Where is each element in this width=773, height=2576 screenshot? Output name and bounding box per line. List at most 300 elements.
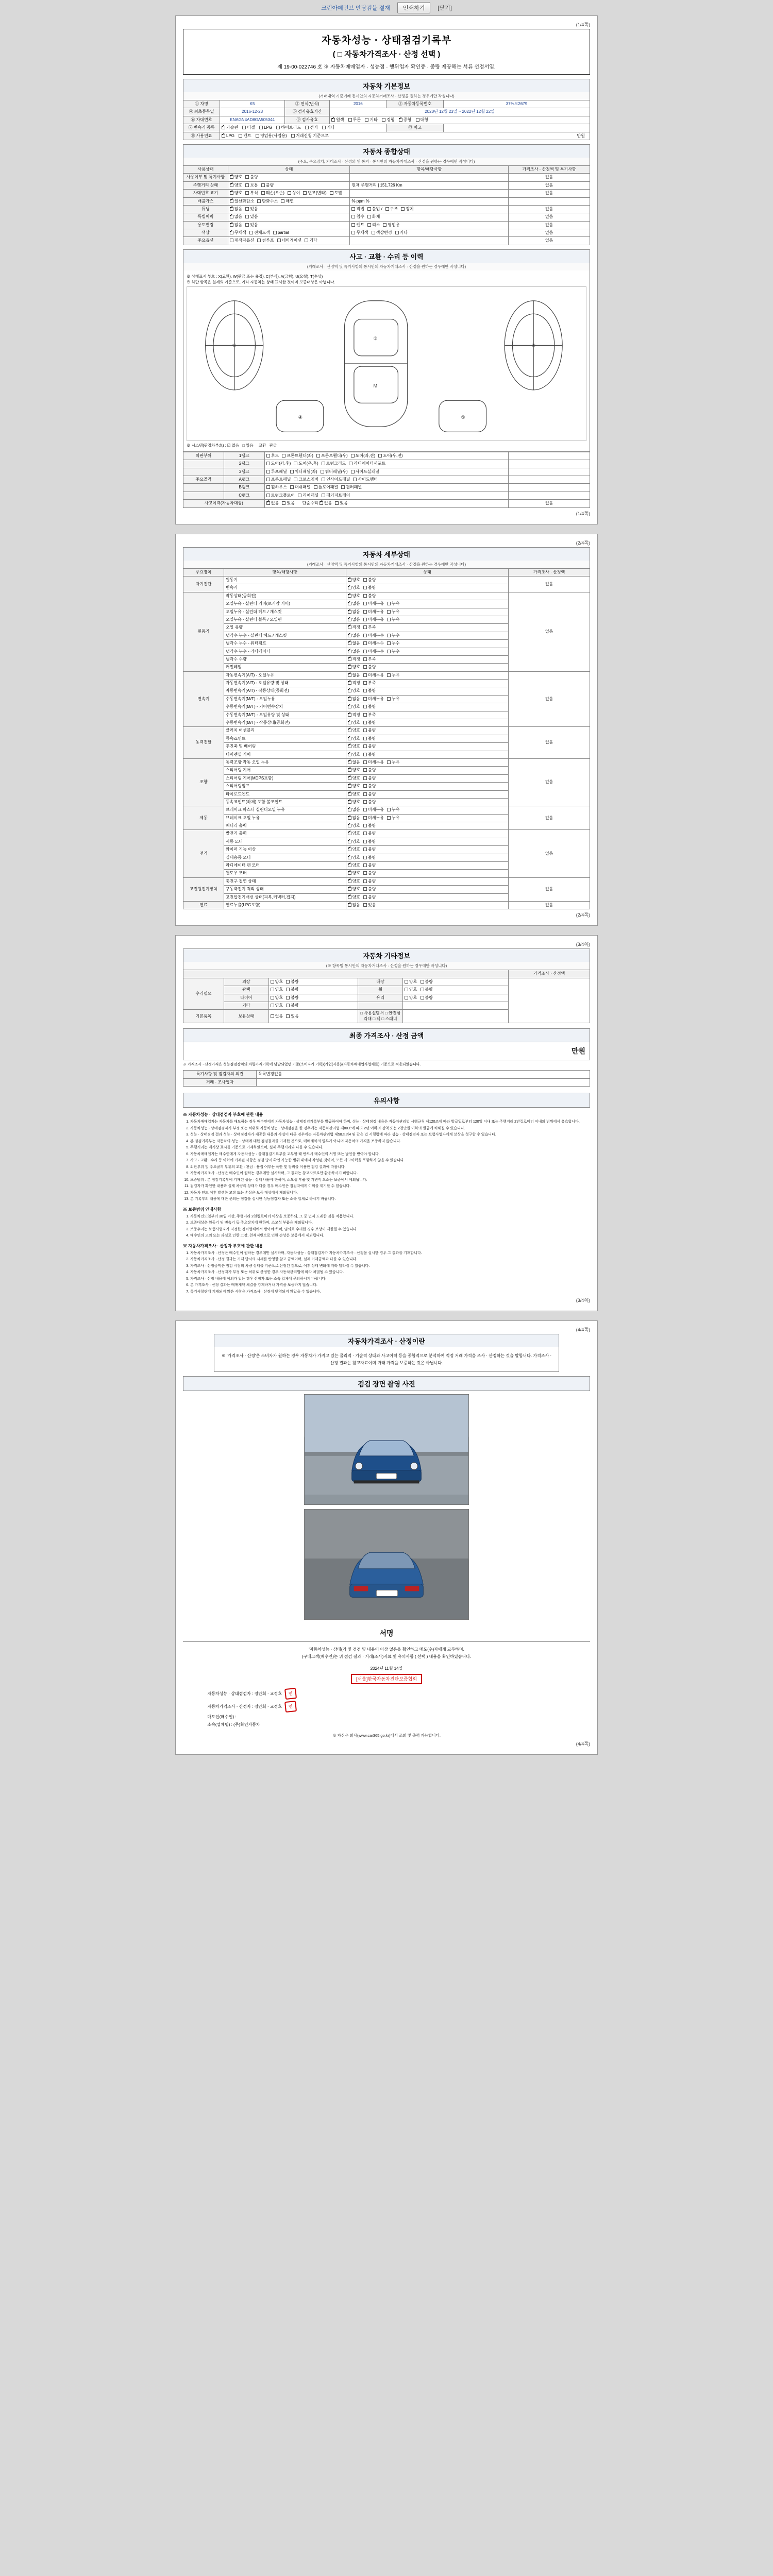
checkbox[interactable] — [348, 641, 351, 645]
checkbox[interactable] — [363, 681, 367, 685]
checkbox[interactable] — [348, 665, 351, 669]
section-title-final: 최종 가격조사 · 산정 금액 — [183, 1028, 590, 1042]
checkbox[interactable] — [245, 175, 249, 179]
top-toolbar — [0, 0, 773, 15]
page-mark-4-bottom: (4/4쪽) — [576, 1741, 590, 1747]
checkbox[interactable] — [271, 980, 274, 984]
checkbox[interactable] — [405, 996, 408, 999]
checkbox[interactable] — [294, 462, 297, 465]
checkbox[interactable] — [363, 792, 367, 796]
notice-title: 유의사항 — [183, 1093, 590, 1108]
checkbox[interactable] — [348, 697, 351, 701]
checkbox-size-small[interactable] — [382, 118, 385, 122]
checkbox[interactable] — [363, 879, 367, 883]
checkbox[interactable] — [387, 618, 391, 621]
detail-item: 스티어링 기어(MDPS포함) — [224, 774, 346, 782]
notice-list — [190, 1251, 590, 1295]
checkbox[interactable] — [387, 650, 391, 653]
checkbox[interactable] — [294, 478, 297, 481]
checkbox[interactable] — [271, 988, 274, 991]
accident-legend — [187, 443, 586, 448]
checkbox[interactable] — [348, 721, 351, 724]
checkbox[interactable] — [305, 239, 308, 242]
table-row — [183, 190, 590, 197]
detail-item: 고전압전기배선 상태(피복,커넥터,접지) — [224, 893, 346, 901]
vin-value: KNAGN4AD8GA505344 — [220, 116, 285, 124]
checkbox[interactable] — [351, 454, 355, 457]
checkbox[interactable] — [348, 903, 351, 907]
checkbox[interactable] — [348, 824, 351, 827]
checkbox[interactable] — [230, 207, 233, 211]
checkbox[interactable] — [348, 681, 351, 685]
checkbox[interactable] — [320, 501, 323, 505]
detail-item: 오일누유 - 실린더 블록 / 오일팬 — [224, 616, 346, 623]
checkbox[interactable] — [348, 848, 351, 851]
checkbox[interactable] — [351, 231, 355, 234]
checkbox[interactable] — [363, 848, 367, 851]
table-row — [183, 460, 590, 468]
accident-rank: 2랭크 — [224, 460, 264, 468]
checkbox-trans-hybrid[interactable] — [276, 126, 280, 129]
checkbox[interactable] — [348, 625, 351, 629]
checkbox[interactable] — [348, 594, 351, 598]
checkbox[interactable] — [363, 610, 367, 614]
checkbox[interactable] — [348, 737, 351, 740]
checkbox[interactable] — [385, 207, 389, 211]
checkbox[interactable] — [348, 800, 351, 804]
detail-state: ✔ 양호 불량 — [346, 767, 509, 774]
checkbox[interactable] — [266, 454, 270, 457]
detail-group: 변속기 — [183, 671, 224, 727]
checkbox[interactable] — [363, 665, 367, 669]
checkbox[interactable] — [367, 207, 371, 211]
table-row — [183, 484, 590, 492]
etc-state-b: 양호 불량 — [403, 994, 509, 1002]
checkbox[interactable] — [348, 879, 351, 883]
checkbox-trans-electric[interactable] — [305, 126, 309, 129]
checkbox[interactable] — [363, 744, 367, 748]
table-row — [183, 877, 590, 885]
page-mark-4: (4/4쪽) — [576, 1327, 590, 1333]
checkbox[interactable] — [348, 808, 351, 811]
checkbox-color-single[interactable] — [331, 118, 335, 122]
notice-item: 2. 보증대상은 원동기 및 변속기 등 주요장치에 한하며, 소모성 부품은 제외됩니다. — [190, 1221, 590, 1226]
checkbox[interactable] — [363, 832, 367, 835]
checkbox[interactable] — [257, 199, 261, 203]
detail-state: ✔ 양호 불량 — [346, 822, 509, 830]
checkbox-trans-diesel[interactable] — [242, 126, 246, 129]
accident-group: 주요골격 — [183, 476, 224, 484]
plate-value: 37%모2679 — [443, 100, 590, 108]
checkbox[interactable] — [348, 657, 351, 661]
transmission-options: ✔ 가솔린 디젤 LPG 하이브리드 전기 기타 — [220, 124, 386, 132]
checkbox[interactable] — [363, 895, 367, 899]
overall-state-table — [183, 165, 590, 245]
car-name-label: ① 차명 — [183, 100, 220, 108]
detail-state: ✔ 양호 불량 — [346, 735, 509, 742]
checkbox-size-mid[interactable] — [399, 118, 402, 122]
checkbox[interactable] — [230, 223, 233, 227]
checkbox[interactable] — [363, 697, 367, 701]
checkbox[interactable] — [372, 231, 375, 234]
overall-row-state: ✔ 양호 보통 불량 — [228, 181, 350, 189]
etc-head-price: 가격조사 · 산정액 — [509, 970, 590, 978]
checkbox[interactable] — [348, 673, 351, 677]
checkbox-trans-etc[interactable] — [322, 126, 326, 129]
page-2 — [175, 534, 598, 926]
checkbox[interactable] — [363, 728, 367, 732]
notice-item: 13. 본 기록부의 내용에 대한 문의는 점검을 실시한 성능점검자 또는 소속 업체로 하시기 바랍니다. — [190, 1197, 590, 1202]
checkbox[interactable] — [387, 808, 391, 811]
checkbox[interactable] — [421, 980, 424, 984]
table-row — [183, 576, 590, 584]
checkbox[interactable] — [363, 713, 367, 717]
checkbox[interactable] — [363, 816, 367, 820]
checkbox[interactable] — [363, 784, 367, 788]
etc-state-b — [403, 1010, 509, 1023]
notice-item: 1. 자동차인도일부터 30일 이상, 주행거리 2천킬로미터 이상을 보증하되, 그 중 먼저 도래한 것을 적용합니다. — [190, 1214, 590, 1220]
detail-item: 원동기 — [224, 576, 346, 584]
checkbox[interactable] — [363, 705, 367, 708]
checkbox[interactable] — [363, 594, 367, 598]
detail-item: 스티어링펌프 — [224, 783, 346, 790]
checkbox[interactable] — [401, 207, 405, 211]
detail-price: 없음 — [509, 902, 590, 909]
checkbox[interactable] — [363, 824, 367, 827]
checkbox[interactable] — [363, 863, 367, 867]
checkbox-use-lpg[interactable] — [222, 134, 225, 138]
checkbox[interactable] — [245, 215, 249, 218]
detail-item: 클러치 어셈블리 — [224, 727, 346, 735]
checkbox[interactable] — [421, 996, 424, 999]
detail-item: 등속죠인트(하체) 포함 볼조인트 — [224, 798, 346, 806]
checkbox[interactable] — [348, 618, 351, 621]
checkbox[interactable] — [363, 808, 367, 811]
checkbox-color-two[interactable] — [348, 118, 352, 122]
detail-item: 충전구 절연 상태 — [224, 877, 346, 885]
checkbox[interactable] — [245, 191, 249, 195]
table-row — [183, 468, 590, 476]
checkbox-trans-lpg[interactable] — [259, 126, 263, 129]
table-row — [183, 758, 590, 766]
accident-price — [509, 476, 590, 484]
checkbox[interactable] — [363, 753, 367, 756]
checkbox[interactable] — [348, 792, 351, 796]
checkbox[interactable] — [363, 871, 367, 875]
checkbox[interactable] — [363, 800, 367, 804]
checkbox[interactable] — [348, 768, 351, 772]
checkbox[interactable] — [421, 988, 424, 991]
checkbox[interactable] — [363, 840, 367, 843]
checkbox[interactable] — [282, 501, 285, 505]
checkbox[interactable] — [387, 641, 391, 645]
checkbox-use-business[interactable] — [256, 134, 259, 138]
checkbox[interactable] — [348, 895, 351, 899]
checkbox[interactable] — [286, 1004, 290, 1007]
checkbox-use-taxi[interactable] — [291, 134, 295, 138]
price-explain-body: ※ '가격조사 · 산정'은 소비자가 원하는 경우 자동차가 가지고 있는 물리적 · 기술적 상태와 사고이력 등을 종합적으로 분석하여 적정 거래 가격을 조사 · 산정하는 것을 말합니다. 가격조사 · 산정 결과는 참고자료이며 거래 가격을 보증하는 것은 아닙니다. — [214, 1347, 559, 1372]
checkbox[interactable] — [335, 501, 339, 505]
notice-item: 3. 성능 · 상태점검 결과 성능 · 상태점검자가 제공한 내용과 사실이 다른 경우에는 자동차관리법 제58조의4 및 같은 법 시행령에 따라 성능 · 상태점검자 또는 보험사업자에게 보상을 청구할 수 있습니다. — [190, 1132, 590, 1138]
page-title: 자동차성능 · 상태점검기록부 — [321, 35, 452, 46]
etc-state-a: 없음 있음 — [268, 1010, 358, 1023]
checkbox[interactable] — [348, 863, 351, 867]
checkbox[interactable] — [266, 462, 270, 465]
overall-row-name: 사용여부 및 특기사항 — [183, 174, 228, 181]
checkbox[interactable] — [351, 215, 355, 218]
checkbox[interactable] — [387, 602, 391, 605]
checkbox[interactable] — [348, 753, 351, 756]
checkbox[interactable] — [395, 231, 399, 234]
checkbox[interactable] — [321, 470, 324, 473]
overall-row-name: 튜닝 — [183, 205, 228, 213]
detail-item: 작동상태(공회전) — [224, 592, 346, 600]
checkbox[interactable] — [363, 776, 367, 780]
section-title-basic: 자동차 기본정보 — [183, 79, 590, 92]
checkbox[interactable] — [348, 840, 351, 843]
checkbox[interactable] — [363, 760, 367, 764]
header-link[interactable]: 크린아페먼브 안당검블 결재 — [321, 5, 390, 11]
checkbox[interactable] — [230, 215, 233, 218]
accident-items: 프론트패널 크로스멤버 인사이드패널 사이드멤버 — [264, 476, 508, 484]
checkbox[interactable] — [271, 1004, 274, 1007]
checkbox[interactable] — [348, 784, 351, 788]
checkbox[interactable] — [348, 887, 351, 891]
checkbox[interactable] — [230, 183, 233, 187]
checkbox[interactable] — [245, 183, 249, 187]
detail-item: 스티어링 기어 — [224, 767, 346, 774]
checkbox[interactable] — [348, 760, 351, 764]
checkbox[interactable] — [387, 697, 391, 701]
detail-state: ✔ 없음 미세누수 누수 — [346, 632, 509, 639]
checkbox[interactable] — [261, 183, 265, 187]
checkbox[interactable] — [387, 760, 391, 764]
detail-item: 브레이크 마스터 실린더오일 누유 — [224, 806, 346, 814]
checkbox[interactable] — [245, 223, 249, 227]
checkbox[interactable] — [273, 231, 277, 234]
page-mark-1-bottom: (1/4쪽) — [576, 511, 590, 516]
notice-list — [190, 1214, 590, 1239]
checkbox[interactable] — [363, 657, 367, 661]
checkbox[interactable] — [348, 610, 351, 614]
notice-heading: ※ 자동차가격조사 · 산정자 부호에 관한 내용 — [183, 1243, 263, 1248]
etc-info-table — [183, 970, 590, 1023]
table-row — [183, 500, 590, 507]
table-row — [183, 1042, 590, 1060]
checkbox[interactable] — [266, 470, 270, 473]
checkbox-color-etc[interactable] — [365, 118, 368, 122]
checkbox[interactable] — [230, 239, 233, 242]
signature-row — [207, 1701, 565, 1712]
checkbox[interactable] — [341, 485, 345, 489]
accident-items: 트렁크플로어 리어패널 패키지트레이 — [264, 492, 508, 499]
dealer-label: 거래 · 조사업자 — [183, 1078, 257, 1086]
checkbox[interactable] — [249, 231, 253, 234]
checkbox[interactable] — [348, 602, 351, 605]
checkbox[interactable] — [348, 776, 351, 780]
checkbox[interactable] — [322, 494, 325, 497]
checkbox[interactable] — [405, 980, 408, 984]
notice-heading: ※ 자동차성능 · 상태점검자 부호에 관한 내용 — [183, 1112, 263, 1117]
checkbox[interactable] — [353, 478, 357, 481]
checkbox[interactable] — [387, 610, 391, 614]
checkbox[interactable] — [351, 207, 355, 211]
checkbox-use-rent[interactable] — [239, 134, 242, 138]
checkbox[interactable] — [277, 239, 281, 242]
checkbox[interactable] — [363, 578, 367, 582]
checkbox[interactable] — [363, 737, 367, 740]
checkbox[interactable] — [378, 454, 382, 457]
checkbox-trans-gasoline[interactable] — [222, 126, 225, 129]
signature-label: 자동차성능 · 상태점검자 : — [207, 1691, 255, 1697]
checkbox[interactable] — [230, 191, 233, 195]
checkbox[interactable] — [288, 191, 291, 195]
checkbox[interactable] — [266, 501, 270, 505]
checkbox[interactable] — [261, 191, 265, 195]
checkbox[interactable] — [405, 988, 408, 991]
checkbox[interactable] — [290, 470, 294, 473]
overall-row-price — [509, 197, 590, 205]
checkbox[interactable] — [286, 1014, 290, 1018]
checkbox[interactable] — [286, 996, 290, 999]
checkbox[interactable] — [348, 634, 351, 637]
notice-item: 5. 가격조사 · 산정 내용에 이의가 있는 경우 산정자 또는 소속 업체에 문의하시기 바랍니다. — [190, 1277, 590, 1282]
checkbox[interactable] — [351, 223, 355, 227]
checkbox[interactable] — [387, 634, 391, 637]
checkbox[interactable] — [348, 713, 351, 717]
checkbox[interactable] — [367, 215, 371, 218]
checkbox[interactable] — [363, 856, 367, 859]
checkbox[interactable] — [363, 634, 367, 637]
checkbox[interactable] — [322, 478, 325, 481]
checkbox[interactable] — [348, 856, 351, 859]
checkbox[interactable] — [363, 673, 367, 677]
checkbox[interactable] — [281, 199, 284, 203]
checkbox[interactable] — [257, 239, 261, 242]
checkbox[interactable] — [383, 223, 386, 227]
signature-value: (주)확인자동차 — [233, 1722, 260, 1727]
checkbox[interactable] — [363, 641, 367, 645]
checkbox[interactable] — [351, 470, 355, 473]
overall-row-detail — [350, 190, 509, 197]
detail-col-3: 가격조사 · 산정액 — [509, 568, 590, 576]
checkbox[interactable] — [266, 478, 270, 481]
checkbox[interactable] — [363, 602, 367, 605]
checkbox[interactable] — [230, 175, 233, 179]
overall-row-name: 색상 — [183, 229, 228, 237]
checkbox[interactable] — [387, 673, 391, 677]
checkbox[interactable] — [330, 191, 333, 195]
signature-title: 서명 — [183, 1625, 590, 1642]
detail-state: ✔ 양호 불량 — [346, 798, 509, 806]
checkbox[interactable] — [348, 832, 351, 835]
accident-price — [509, 492, 590, 499]
checkbox[interactable] — [363, 887, 367, 891]
checkbox[interactable] — [367, 223, 371, 227]
detail-state: ✔ 양호 불량 — [346, 846, 509, 854]
checkbox[interactable] — [349, 462, 352, 465]
detail-item: 타이로드엔드 — [224, 790, 346, 798]
overall-row-state: ✔ 없음 있음 — [228, 205, 350, 213]
checkbox[interactable] — [363, 689, 367, 692]
checkbox[interactable] — [282, 454, 285, 457]
table-row — [183, 476, 590, 484]
detail-item: 오일 유량 — [224, 624, 346, 632]
checkbox[interactable] — [363, 618, 367, 621]
etc-item-a: 외장 — [224, 978, 268, 986]
detail-item: 수동변속기(M/T) - 오일유량 및 상태 — [224, 711, 346, 719]
checkbox[interactable] — [322, 462, 325, 465]
checkbox[interactable] — [363, 650, 367, 653]
etc-head-blank — [183, 970, 509, 978]
checkbox[interactable] — [348, 728, 351, 732]
checkbox[interactable] — [303, 191, 307, 195]
overall-row-price: 없음 — [509, 174, 590, 181]
detail-item: 자동변속기(A/T) - 오일누유 — [224, 671, 346, 679]
notice-list — [190, 1120, 590, 1202]
checkbox[interactable] — [245, 207, 249, 211]
detail-state: ✔ 양호 불량 — [346, 719, 509, 727]
etc-group: 기본품목 — [183, 1010, 224, 1023]
car-name-value: K5 — [220, 100, 285, 108]
checkbox[interactable] — [316, 454, 320, 457]
checkbox[interactable] — [286, 988, 290, 991]
detail-price: 없음 — [509, 830, 590, 877]
detail-group: 원동기 — [183, 592, 224, 671]
checkbox[interactable] — [286, 980, 290, 984]
signature-value: 정안회 · 교정호 — [254, 1704, 282, 1709]
checkbox[interactable] — [348, 816, 351, 820]
detail-price: 없음 — [509, 727, 590, 759]
checkbox[interactable] — [387, 816, 391, 820]
svg-text:M: M — [373, 383, 378, 388]
checkbox[interactable] — [266, 494, 270, 497]
checkbox-size-large[interactable] — [416, 118, 419, 122]
detail-item: 브레이크 오일 누유 — [224, 814, 346, 822]
checkbox[interactable] — [271, 1014, 274, 1018]
print-button[interactable]: 인쇄하기 — [397, 2, 431, 13]
checkbox[interactable] — [298, 494, 301, 497]
checkbox[interactable] — [363, 903, 367, 907]
checkbox[interactable] — [348, 586, 351, 589]
notice-item: 9. 자동차가격조사 · 산정은 매수인이 원하는 경우에만 실시하며, 그 결과는 참고자료로만 활용하시기 바랍니다. — [190, 1171, 590, 1177]
checkbox[interactable] — [363, 625, 367, 629]
close-link[interactable]: [닫기] — [438, 5, 452, 11]
checkbox[interactable] — [314, 485, 317, 489]
checkbox[interactable] — [363, 721, 367, 724]
checkbox[interactable] — [290, 485, 294, 489]
checkbox[interactable] — [348, 871, 351, 875]
checkbox[interactable] — [230, 231, 233, 234]
overall-row-state: ✔ 무채색 전체도색 partial — [228, 229, 350, 237]
detail-state: ✔ 없음 미세누유 누유 — [346, 671, 509, 679]
checkbox[interactable] — [348, 578, 351, 582]
checkbox[interactable] — [363, 768, 367, 772]
overall-row-price: 없음 — [509, 237, 590, 245]
page-1 — [175, 15, 598, 524]
checkbox[interactable] — [348, 744, 351, 748]
overall-row-state: ✔ 없음 있음 — [228, 213, 350, 221]
checkbox[interactable] — [363, 586, 367, 589]
checkbox[interactable] — [266, 485, 270, 489]
accident-bullet-1: ※ 하단 항목은 실제의 기준으로, 기타 자동차는 상태 표시한 것이며 보증대상은 아닙니다. — [187, 279, 335, 284]
checkbox[interactable] — [348, 650, 351, 653]
checkbox[interactable] — [230, 199, 233, 203]
checkbox[interactable] — [271, 996, 274, 999]
detail-item: 라디에이터 팬 모터 — [224, 862, 346, 870]
checkbox[interactable] — [348, 705, 351, 708]
checkbox[interactable] — [348, 689, 351, 692]
